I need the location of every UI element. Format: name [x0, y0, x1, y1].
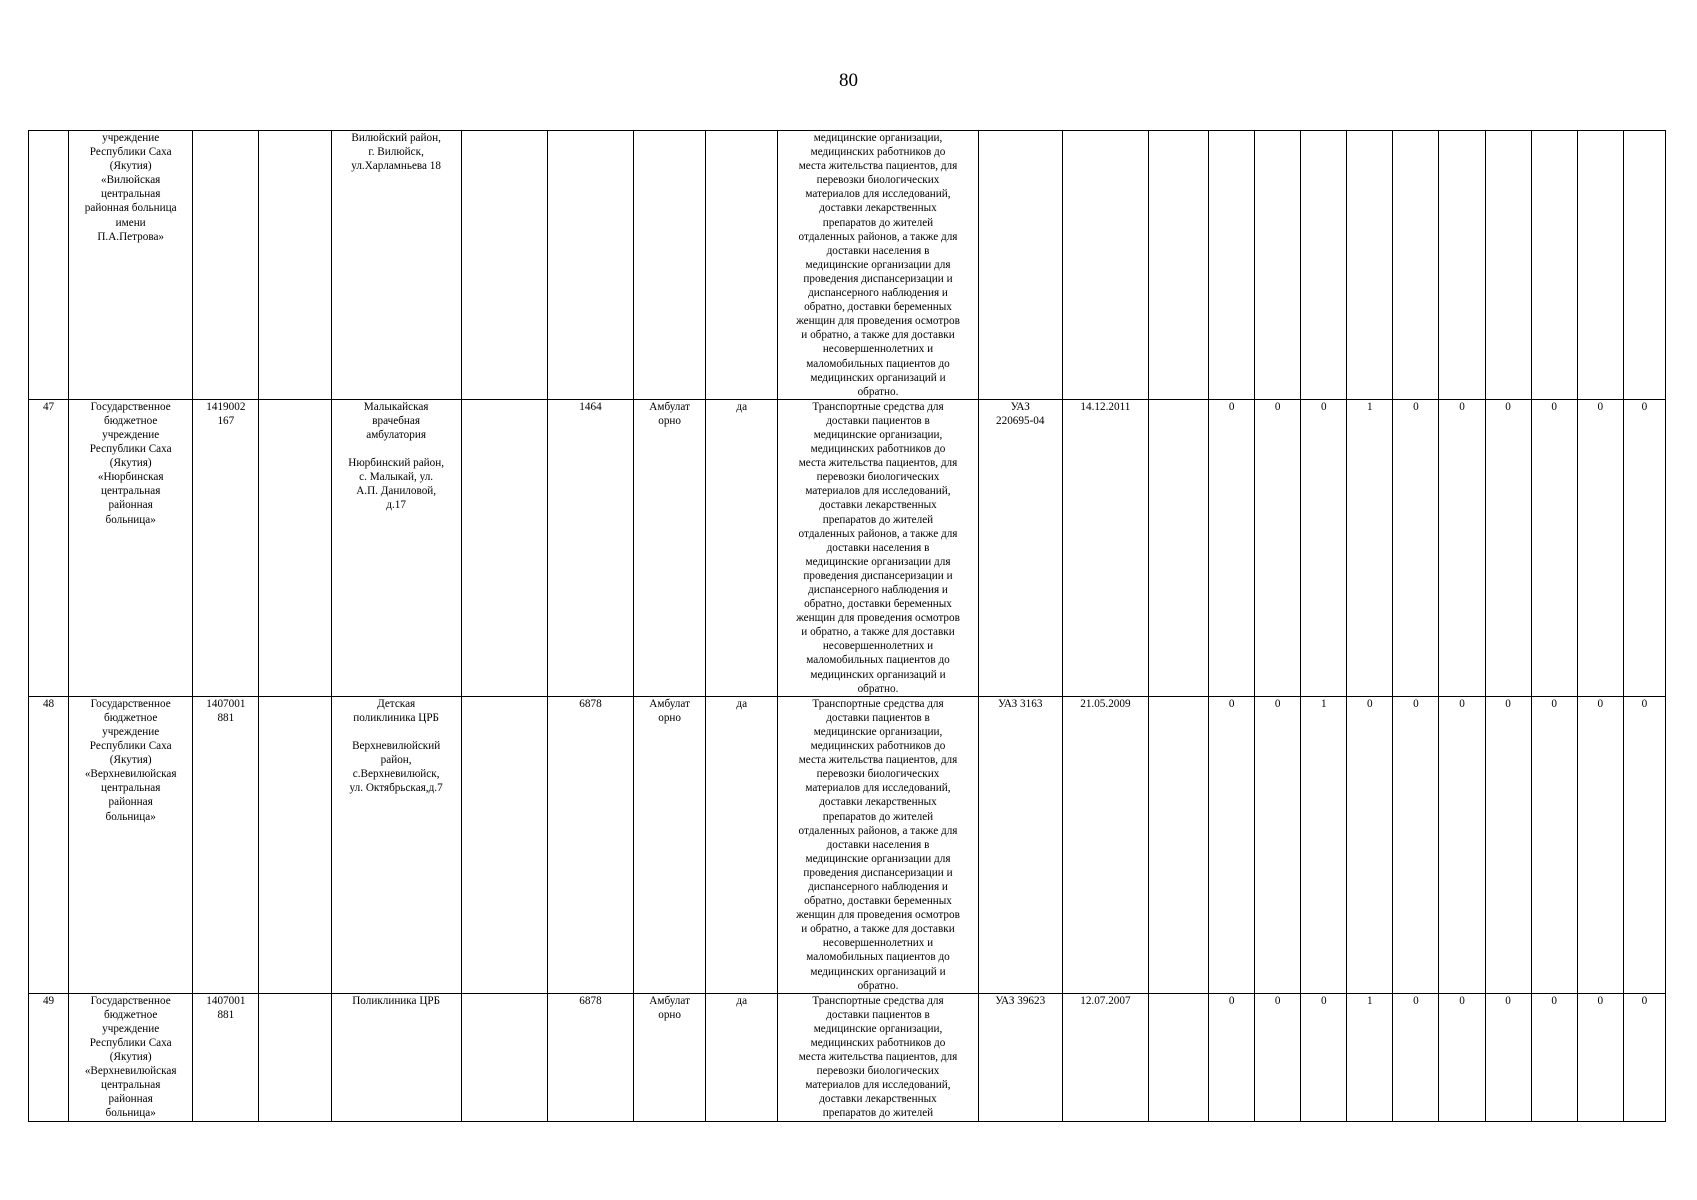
count-cell: 0 — [1393, 696, 1439, 993]
count-cell: 0 — [1209, 399, 1255, 696]
count-cell: 0 — [1577, 993, 1623, 1121]
empty-cell — [461, 399, 547, 696]
table-row — [29, 131, 1666, 400]
count-cell: 0 — [1393, 399, 1439, 696]
table-row — [29, 399, 1666, 696]
facility-address: Поликлиника ЦРБ — [331, 993, 461, 1121]
row-number: 49 — [29, 993, 69, 1121]
population-count: 6878 — [547, 993, 633, 1121]
count-cell: 0 — [1301, 399, 1347, 696]
count-cell — [1439, 131, 1485, 400]
count-cell — [1255, 131, 1301, 400]
count-cell: 0 — [1531, 993, 1577, 1121]
population-count: 1464 — [547, 399, 633, 696]
empty-cell — [461, 696, 547, 993]
count-cell: 0 — [1439, 696, 1485, 993]
registration-date: 21.05.2009 — [1062, 696, 1148, 993]
organization-name: Государственное бюджетное учреждение Республики Саха (Якутия) «Верхневилюйская центральная районная больница» — [69, 696, 193, 993]
care-type: Амбулат орно — [634, 399, 706, 696]
count-cell — [1623, 131, 1665, 400]
count-cell: 0 — [1439, 993, 1485, 1121]
inn-code — [193, 131, 259, 400]
count-cell: 0 — [1301, 993, 1347, 1121]
count-cell: 0 — [1439, 399, 1485, 696]
count-cell: 0 — [1577, 696, 1623, 993]
count-cell — [1485, 131, 1531, 400]
vehicle-purpose: Транспортные средства для доставки пациентов в медицинские организации, медицинских работников до места жительства пациентов, для перевозки биологических материалов для исследований, доставки лекарственных препаратов до жителей — [778, 993, 978, 1121]
organization-name: Государственное бюджетное учреждение Республики Саха (Якутия) «Нюрбинская центральная районная больница» — [69, 399, 193, 696]
care-type — [634, 131, 706, 400]
registration-date: 12.07.2007 — [1062, 993, 1148, 1121]
vehicle-registry-table — [28, 130, 1666, 1122]
empty-cell — [259, 399, 331, 696]
page-number: 80 — [839, 70, 858, 91]
count-cell: 0 — [1485, 399, 1531, 696]
count-cell: 0 — [1623, 399, 1665, 696]
count-cell: 0 — [1577, 399, 1623, 696]
vehicle-purpose: Транспортные средства для доставки пациентов в медицинские организации, медицинских работников до места жительства пациентов, для перевозки биологических материалов для исследований, доставки лекарственных препаратов до жителей отдаленных районов, а также для доставки населения в медицинские организации для проведения диспансеризации и диспансерного наблюдения и обратно, доставки беременных женщин для проведения осмотров и обратно, а также для доставки несовершеннолетних и маломобильных пациентов до медицинских организаций и обратно. — [778, 696, 978, 993]
care-type: Амбулат орно — [634, 696, 706, 993]
empty-cell — [1148, 696, 1208, 993]
count-cell — [1531, 131, 1577, 400]
count-cell: 0 — [1623, 696, 1665, 993]
empty-cell — [461, 993, 547, 1121]
empty-cell — [1148, 993, 1208, 1121]
facility-address: Детская поликлиника ЦРБ Верхневилюйский район, с.Верхневилюйск, ул. Октябрьская,д.7 — [331, 696, 461, 993]
inn-code: 1407001 881 — [193, 993, 259, 1121]
count-cell: 1 — [1347, 993, 1393, 1121]
flag-value: да — [706, 696, 778, 993]
empty-cell — [259, 993, 331, 1121]
registration-date: 14.12.2011 — [1062, 399, 1148, 696]
organization-name: учреждение Республики Саха (Якутия) «Вилюйская центральная районная больница имени П.А.Петрова» — [69, 131, 193, 400]
facility-address: Вилюйский район, г. Вилюйск, ул.Харламньева 18 — [331, 131, 461, 400]
count-cell: 0 — [1255, 696, 1301, 993]
vehicle-purpose: Транспортные средства для доставки пациентов в медицинские организации, медицинских работников до места жительства пациентов, для перевозки биологических материалов для исследований, доставки лекарственных препаратов до жителей отдаленных районов, а также для доставки населения в медицинские организации для проведения диспансеризации и диспансерного наблюдения и обратно, доставки беременных женщин для проведения осмотров и обратно, а также для доставки несовершеннолетних и маломобильных пациентов до медицинских организаций и обратно. — [778, 399, 978, 696]
empty-cell — [1148, 399, 1208, 696]
count-cell: 0 — [1255, 993, 1301, 1121]
population-count: 6878 — [547, 696, 633, 993]
empty-cell — [259, 696, 331, 993]
count-cell: 1 — [1301, 696, 1347, 993]
registration-date — [1062, 131, 1148, 400]
count-cell — [1393, 131, 1439, 400]
count-cell: 0 — [1209, 696, 1255, 993]
inn-code: 1419002 167 — [193, 399, 259, 696]
count-cell: 1 — [1347, 399, 1393, 696]
table-row — [29, 993, 1666, 1121]
count-cell: 0 — [1531, 399, 1577, 696]
population-count — [547, 131, 633, 400]
vehicle-model: УАЗ 39623 — [978, 993, 1062, 1121]
row-number — [29, 131, 69, 400]
count-cell — [1347, 131, 1393, 400]
table-row — [29, 696, 1666, 993]
flag-value: да — [706, 993, 778, 1121]
vehicle-model: УАЗ 220695-04 — [978, 399, 1062, 696]
count-cell — [1301, 131, 1347, 400]
count-cell: 0 — [1485, 696, 1531, 993]
row-number: 47 — [29, 399, 69, 696]
count-cell: 0 — [1347, 696, 1393, 993]
care-type: Амбулат орно — [634, 993, 706, 1121]
inn-code: 1407001 881 — [193, 696, 259, 993]
count-cell — [1209, 131, 1255, 400]
empty-cell — [461, 131, 547, 400]
organization-name: Государственное бюджетное учреждение Республики Саха (Якутия) «Верхневилюйская центральная районная больница» — [69, 993, 193, 1121]
count-cell: 0 — [1531, 696, 1577, 993]
empty-cell — [259, 131, 331, 400]
count-cell: 0 — [1255, 399, 1301, 696]
vehicle-purpose: медицинские организации, медицинских работников до места жительства пациентов, для перевозки биологических материалов для исследований, доставки лекарственных препаратов до жителей отдаленных районов, а также для доставки населения в медицинские организации для проведения диспансеризации и диспансерного наблюдения и обратно, доставки беременных женщин для проведения осмотров и обратно, а также для доставки несовершеннолетних и маломобильных пациентов до медицинских организаций и обратно. — [778, 131, 978, 400]
count-cell: 0 — [1393, 993, 1439, 1121]
count-cell — [1577, 131, 1623, 400]
row-number: 48 — [29, 696, 69, 993]
vehicle-model: УАЗ 3163 — [978, 696, 1062, 993]
count-cell: 0 — [1623, 993, 1665, 1121]
count-cell: 0 — [1209, 993, 1255, 1121]
count-cell: 0 — [1485, 993, 1531, 1121]
vehicle-model — [978, 131, 1062, 400]
flag-value — [706, 131, 778, 400]
flag-value: да — [706, 399, 778, 696]
facility-address: Малыкайская врачебная амбулатория Нюрбинский район, с. Малыкай, ул. А.П. Даниловой, д.17 — [331, 399, 461, 696]
empty-cell — [1148, 131, 1208, 400]
